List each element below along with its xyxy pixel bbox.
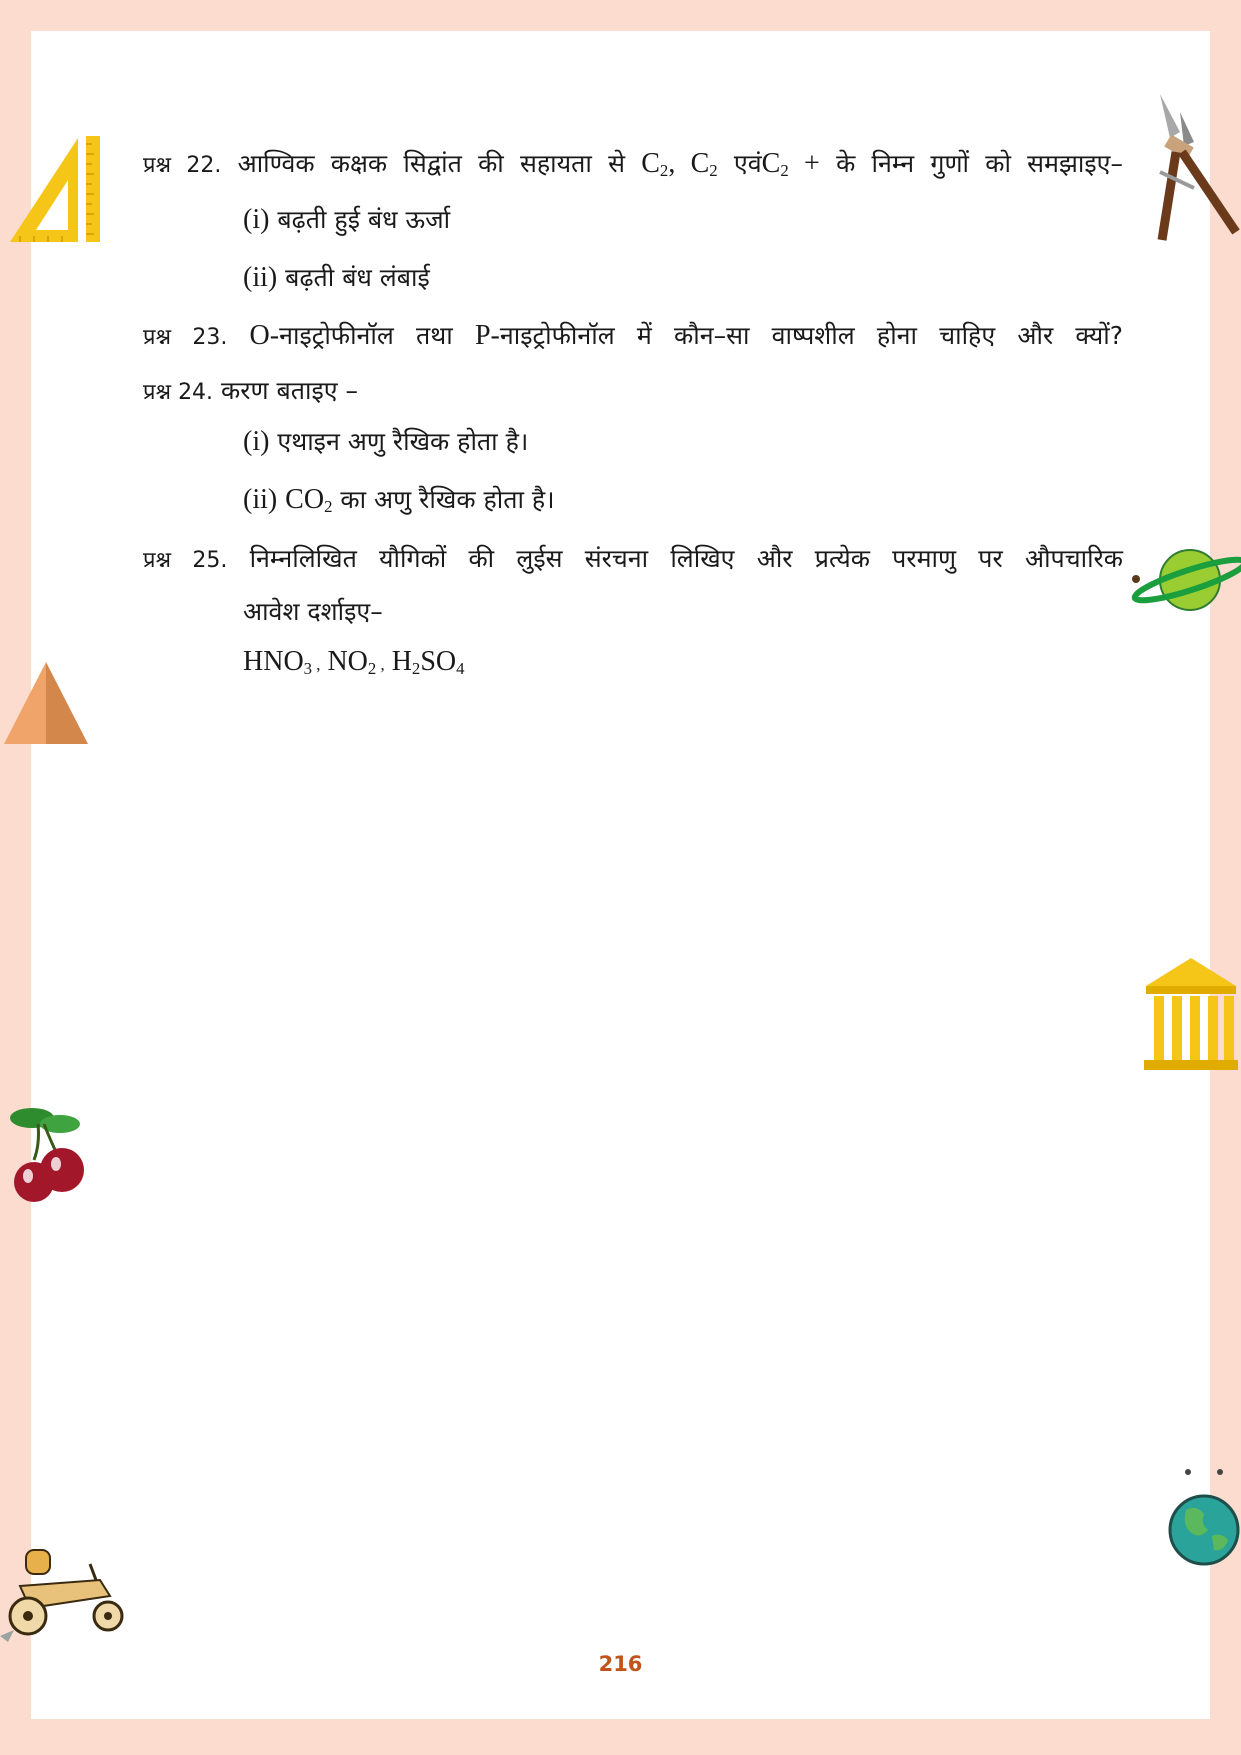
cherries-icon [4,1104,90,1208]
sub-item: (ii) बढ़ती बंध लंबाई [243,262,430,293]
formula-list: $HNO_3$ , $NO_2$ , $H_2SO_4$ [243,646,465,679]
pyramid-icon [2,660,90,746]
question-text: करण बताइए – [221,376,359,405]
sub-item: (i) एथाइन अणु रैखिक होता है। [243,426,529,457]
question-23-line: प्रश्न 23. O-नाइट्रोफीनॉल तथा P-नाइट्रोफीनॉल में कौन–सा वाष्पशील होना चाहिए और क्यों? [143,320,1123,351]
planet-icon [1128,545,1241,615]
question-text-continued: आवेश दर्शाइए– [243,597,383,626]
question-22-line [143,146,1123,180]
sub-item: (i) बढ़ती हुई बंध ऊर्जा [243,204,451,235]
question-25-line [143,541,1123,575]
question-number: प्रश्न 23. [143,325,228,350]
question-text: निम्नलिखित यौगिकों की लुईस संरचना लिखिए और प्रत्येक परमाणु पर औपचारिक [249,544,1123,573]
question-number: प्रश्न 24. [143,380,214,405]
question-text: के निम्न गुणों को समझाइए– [836,149,1123,178]
page-number: 216 [598,1652,643,1676]
formula: $C_2$ + [761,148,820,181]
temple-icon [1142,956,1241,1072]
conjunction: एवं [733,149,762,178]
question-number: प्रश्न 22. [143,153,222,178]
formula: $C_2$, $C_2$ [641,148,718,181]
question-number: प्रश्न 25. [143,548,228,573]
page-sheet [31,31,1210,1719]
set-square-ruler-icon [6,134,102,244]
vintage-car-icon [0,1546,128,1646]
question-24-line [143,373,1123,407]
globe-icon [1168,1466,1241,1570]
question-text: आण्विक कक्षक सिद्वांत की सहायता से [237,149,625,178]
sub-item: (ii) $CO_2$ का अणु रैखिक होता है। [243,484,555,517]
garden-shears-icon [1150,92,1241,242]
